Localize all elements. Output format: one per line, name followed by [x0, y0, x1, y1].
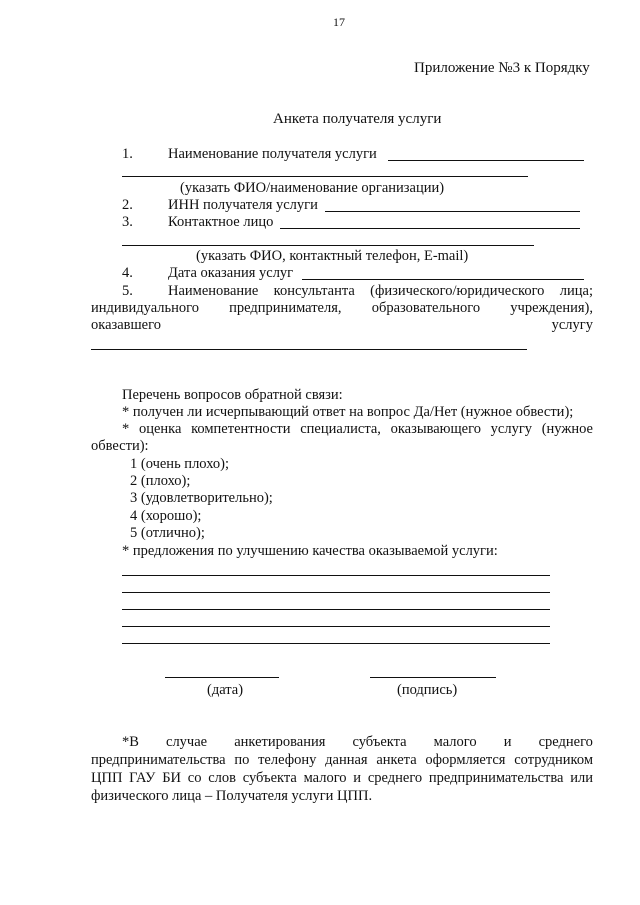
field-5-line-3	[91, 317, 593, 334]
date-label: (дата)	[207, 682, 244, 698]
field-1-input-line-2[interactable]	[122, 176, 528, 177]
suggestion-line[interactable]	[122, 643, 550, 644]
form-title: Анкета получателя услуги	[273, 111, 442, 127]
footnote-line-3: ЦПП ГАУ БИ со слов субъекта малого и среднего предпринимательства или	[91, 770, 593, 786]
field-3-label: Контактное лицо	[168, 214, 274, 230]
field-4-number: 4.	[122, 265, 133, 281]
field-3-hint: (указать ФИО, контактный телефон, E-mail)	[196, 248, 469, 264]
field-3-input-line-2[interactable]	[122, 245, 534, 246]
field-5-line-1	[168, 283, 593, 300]
rating-option[interactable]: 5 (отлично);	[130, 525, 205, 541]
field-1-label: Наименование получателя услуги	[168, 146, 377, 162]
suggestion-line[interactable]	[122, 575, 550, 576]
page-number: 17	[333, 15, 345, 29]
field-5-word: образовательного	[371, 300, 481, 316]
field-5-word: консультанта	[273, 283, 355, 299]
rating-option[interactable]: 1 (очень плохо);	[130, 456, 229, 472]
field-4-input-line[interactable]	[302, 279, 584, 280]
field-5-word: учреждения),	[510, 300, 593, 316]
footnote-word: случае	[166, 734, 208, 750]
suggestion-line[interactable]	[122, 609, 550, 610]
suggestion-line[interactable]	[122, 592, 550, 593]
field-5-input-line[interactable]	[91, 349, 527, 350]
signature-label: (подпись)	[397, 682, 458, 698]
footnote-word: *В	[122, 734, 139, 750]
footnote-word: малого	[433, 734, 477, 750]
field-1-input-line[interactable]	[388, 160, 584, 161]
feedback-question-1: * получен ли исчерпывающий ответ на вопрос Да/Нет (нужное обвести);	[122, 404, 574, 420]
field-5-line-2	[91, 300, 593, 317]
field-3-number: 3.	[122, 214, 133, 230]
date-line[interactable]	[165, 677, 279, 678]
signature-line[interactable]	[370, 677, 496, 678]
field-2-label: ИНН получателя услуги	[168, 197, 318, 213]
rating-option[interactable]: 3 (удовлетворительно);	[130, 490, 273, 506]
feedback-question-2: * оценка компетентности специалиста, оказывающего услугу (нужное	[122, 421, 593, 437]
field-5-word: Наименование	[168, 283, 259, 299]
feedback-question-2-cont: обвести):	[91, 438, 149, 454]
field-1-hint: (указать ФИО/наименование организации)	[180, 180, 445, 196]
appendix-label: Приложение №3 к Порядку	[414, 60, 590, 76]
field-5-word: оказавшего	[91, 317, 161, 333]
footnote-line-1	[122, 734, 593, 751]
field-5-word: предпринимателя,	[229, 300, 342, 316]
rating-option[interactable]: 2 (плохо);	[130, 473, 191, 489]
feedback-question-3: * предложения по улучшению качества оказываемой услуги:	[122, 543, 498, 559]
field-2-number: 2.	[122, 197, 133, 213]
field-1-number: 1.	[122, 146, 133, 162]
field-5-word: лица;	[559, 283, 593, 299]
footnote-word: и	[503, 734, 512, 750]
field-3-input-line[interactable]	[280, 228, 580, 229]
field-4-label: Дата оказания услуг	[168, 265, 294, 281]
footnote-line-4: физического лица – Получателя услуги ЦПП.	[91, 788, 373, 804]
rating-option[interactable]: 4 (хорошо);	[130, 508, 202, 524]
footnote-word: анкетирования	[234, 734, 326, 750]
feedback-heading: Перечень вопросов обратной связи:	[122, 387, 343, 403]
footnote-line-2: предпринимательства по телефону данная анкета оформляется сотрудником	[91, 752, 593, 768]
field-5-word: индивидуального	[91, 300, 199, 316]
suggestion-line[interactable]	[122, 626, 550, 627]
footnote-word: среднего	[538, 734, 593, 750]
field-2-input-line[interactable]	[325, 211, 580, 212]
field-5-word: услугу	[551, 317, 593, 333]
footnote-word: субъекта	[352, 734, 407, 750]
field-5-number: 5.	[122, 283, 133, 299]
field-5-word: (физического/юридического	[370, 283, 545, 299]
